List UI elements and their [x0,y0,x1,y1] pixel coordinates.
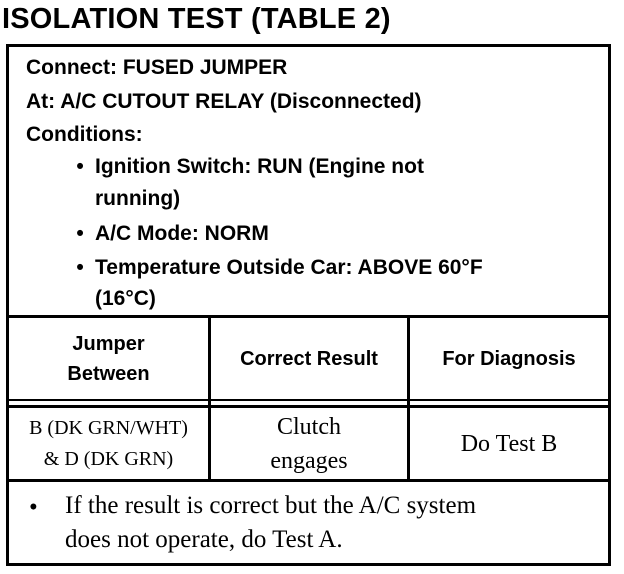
test-setup-section [9,47,608,318]
condition-ac-mode: A/C Mode: NORM [95,222,269,245]
condition-ignition-line1: Ignition Switch: RUN (Engine not [95,155,424,178]
condition-ignition-line2: running) [95,187,181,210]
header-for-diagnosis: For Diagnosis [442,347,576,370]
results-table [9,318,608,482]
at-line: At: A/C CUTOUT RELAY (Disconnected) [26,90,422,113]
page-title: ISOLATION TEST (TABLE 2) [2,3,391,35]
jumper-line1: B (DK GRN/WHT) [29,416,188,439]
row-divider [9,479,608,482]
condition-temperature-line1: Temperature Outside Car: ABOVE 60°F [95,256,483,279]
condition-temperature-line2: (16°C) [95,287,156,310]
header-jumper-line2: Between [67,362,150,385]
cell-correct-result [211,408,407,479]
condition-bullet: • [76,155,84,178]
note-bullet: • [29,494,38,521]
result-line1: Clutch [276,413,341,440]
header-correct-result: Correct Result [240,347,378,370]
header-divider [9,399,608,401]
test-table-frame [6,44,611,566]
connect-line: Connect: FUSED JUMPER [26,56,288,79]
note-section [9,485,608,563]
note-text [65,489,605,557]
note-line2: does not operate, do Test A. [65,526,343,553]
note-line1: If the result is correct but the A/C system [65,492,477,519]
header-jumper-line1: Jumper [72,332,145,355]
result-line2: engages [270,447,348,474]
conditions-label: Conditions: [26,123,143,146]
jumper-line2: & D (DK GRN) [43,447,174,470]
condition-bullet: • [76,222,84,245]
condition-bullet: • [76,256,84,279]
header-jumper-between [9,318,208,399]
cell-for-diagnosis: Do Test B [460,430,558,457]
cell-jumper-between [9,408,208,479]
